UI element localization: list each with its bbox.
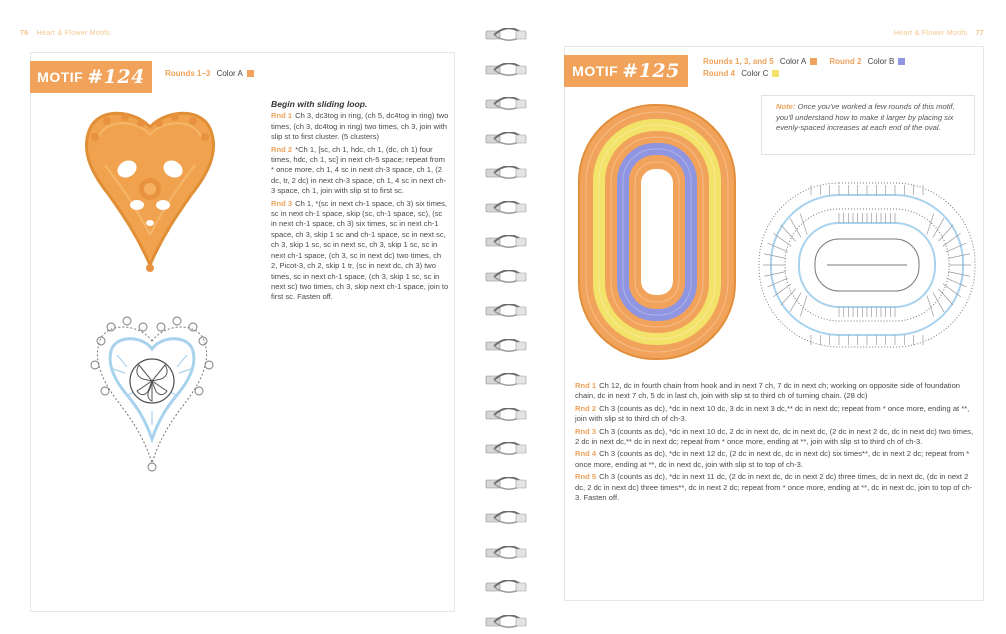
intro-text: Begin with sliding loop.: [271, 99, 368, 109]
binding-ring: [484, 201, 530, 215]
motif-124-instructions: [271, 99, 449, 305]
binding-ring: [484, 28, 530, 42]
running-head-right: [894, 30, 990, 37]
binding-ring: [484, 132, 530, 146]
right-page: [532, 0, 1006, 634]
round-label: Rnd 1: [271, 111, 293, 121]
color-a-swatch: [247, 70, 254, 77]
round-text: Ch 3 (counts as dc), *dc in next 11 dc, (2 dc in next dc, dc in next 2 dc) three times, dc in next dc, (dc in next 2 dc, 2 dc in next dc) three times**, dc in next 2 dc; repeat from * once more, ending at **, dc in next dc, join to top of ch-3. Fasten off.: [575, 472, 973, 503]
round-text: Ch 3 (counts as dc), *dc in next 10 dc, 2 dc in next dc, dc in next dc, (2 dc in next 2 dc, dc in next dc) two times, 2 dc in next dc,** dc in next dc; repeat from * once more, ending at **, join with slip st to third ch of ch-3.: [575, 426, 974, 447]
oval-motif-photo: [575, 101, 739, 363]
page-number: 76: [20, 30, 29, 37]
motif-125-instructions: [575, 381, 975, 505]
color-legend: [165, 69, 264, 78]
binding-ring: [484, 63, 530, 77]
color-legend: [703, 57, 915, 66]
binding-ring: [484, 373, 530, 387]
round-2: [575, 404, 975, 425]
legend-color-name: Color A: [779, 57, 807, 66]
left-page: [0, 0, 478, 634]
binding-ring: [484, 546, 530, 560]
running-head-text: Heart & Flower Motifs: [893, 30, 968, 37]
round-label: Rnd 3: [271, 198, 293, 208]
binding-ring: [484, 408, 530, 422]
binding-ring: [484, 166, 530, 180]
motif-124-card: [30, 52, 455, 612]
round-label: Rnd 2: [575, 403, 597, 413]
page-number: 77: [975, 30, 984, 37]
color-b-swatch: [898, 58, 905, 65]
binding-ring: [484, 615, 530, 629]
motif-label: MOTIF: [37, 69, 84, 85]
legend-rounds: Rounds 1, 3, and 5: [703, 57, 774, 66]
round-label: Rnd 2: [271, 144, 293, 154]
round-5: [575, 472, 975, 503]
round-1: [575, 381, 975, 402]
note-box: [761, 95, 975, 155]
round-text: Ch 3 (counts as dc), *dc in next 10 dc, 3 dc in next 3 dc,** dc in next dc; repeat from * once more, ending at **, join with slip st to third ch of ch-3.: [575, 403, 970, 424]
running-head-left: [20, 30, 110, 37]
motif-title: [564, 55, 688, 87]
round-3: [271, 199, 449, 303]
spiral-binding: [480, 0, 532, 634]
legend-color-name: Color B: [867, 57, 895, 66]
round-label: Rnd 3: [575, 426, 597, 436]
binding-ring: [484, 304, 530, 318]
round-label: Rnd 5: [575, 472, 597, 482]
binding-ring: [484, 97, 530, 111]
legend-rounds: Rounds 1–3: [165, 69, 211, 78]
round-text: Ch 12, dc in fourth chain from hook and in next 7 ch, 7 dc in next ch; working on opposite side of foundation chain, dc in next 7 ch, 5 dc in last ch, join with slip st to third ch of turning chain. (28 dc): [575, 381, 961, 401]
motif-label: MOTIF: [572, 63, 619, 79]
motif-title: [30, 61, 152, 93]
round-text: Ch 3 (counts as dc), *dc in next 12 dc, (2 dc in next dc, dc in next dc) six times**, dc in next 2 dc; repeat from * once more, ending at **, dc in next dc, join with slip st to top of ch-3.: [575, 449, 970, 469]
legend-rounds: Round 4: [703, 69, 735, 78]
binding-ring: [484, 580, 530, 594]
motif-125-card: [564, 46, 984, 601]
color-legend-row-2: [703, 69, 789, 78]
legend-rounds: Round 2: [829, 57, 862, 66]
round-label: Rnd 1: [575, 381, 597, 390]
binding-ring: [484, 270, 530, 284]
binding-ring: [484, 511, 530, 525]
heart-motif-photo: [75, 105, 225, 277]
legend-color-name: Color C: [741, 69, 769, 78]
round-3: [575, 427, 975, 448]
round-2: [271, 145, 449, 197]
round-1: [271, 111, 449, 142]
round-label: Rnd 4: [575, 449, 597, 459]
running-head-text: Heart & Flower Motifs: [36, 30, 111, 37]
note-label: Note:: [776, 102, 796, 111]
round-text: Ch 3, dc3tog in ring, (ch 5, dc4tog in ring) two times, (ch 3, dc4tog in ring) two times, ch 3, join with slip st to first cluster. (5 clusters): [271, 111, 449, 142]
motif-number: #125: [622, 60, 680, 82]
round-4: [575, 449, 975, 470]
legend-color-name: Color A: [216, 69, 243, 78]
oval-stitch-chart: [755, 177, 979, 353]
heart-stitch-chart: [87, 315, 217, 475]
motif-number: #124: [87, 66, 145, 88]
binding-ring: [484, 477, 530, 491]
binding-ring: [484, 235, 530, 249]
color-c-swatch: [772, 70, 779, 77]
color-a-swatch: [810, 58, 817, 65]
binding-ring: [484, 442, 530, 456]
round-text: Ch 1, *(sc in next ch-1 space, ch 3) six times, sc in next ch-1 space, skip (sc, ch-1 space, sc), (sc in next ch-1 space, ch 3) six times, sc in next ch-1 space, ch 3, skip 1 sc and ch-1 space, sc in next sc, ch 3, skip 1 sc, sc in next sc, ch 3, skip 1 sc, sc in next ch-1 space, (ch 3, sc in next dc) two times, ch 2, Picot-3, ch 2, skip 1 tr, (sc in next dc, ch 3) two times, sc in next ch-1 space, (ch 3, skip 1 sc, sc in next sc) two times, ch 3, skip next ch-1 space, join to first sc. Fasten off.: [271, 198, 449, 302]
binding-ring: [484, 339, 530, 353]
note-text: Once you've worked a few rounds of this motif, you'll understand how to make it larger by placing six evenly-spaced increases at each end of the oval.: [776, 102, 955, 133]
round-text: *Ch 1, [sc, ch 1, hdc, ch 1, (dc, ch 1) four times, hdc, ch 1, sc] in next ch-5 space; repeat from * once more, ch 1, 4 sc in next ch-3 space, ch 1, (2 dc, tr, 2 dc) in next ch-3 space, ch 1, 4 sc in next ch-3 space, ch 1, join with slip st to first sc.: [271, 144, 447, 196]
